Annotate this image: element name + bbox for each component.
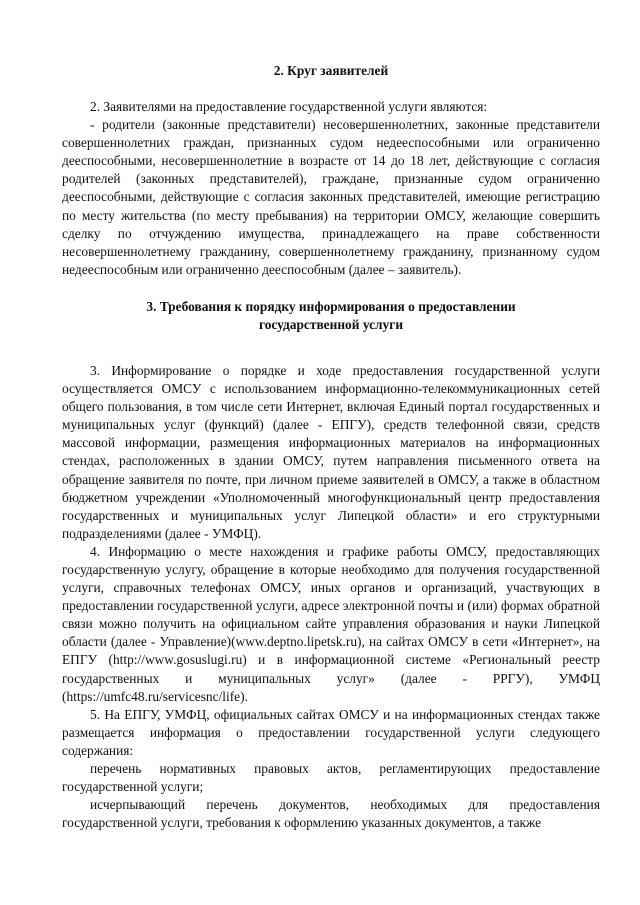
section-2-heading: 2. Круг заявителей: [273, 63, 389, 78]
paragraph-5: 5. На ЕПГУ, УМФЦ, официальных сайтах ОМСУ и на информационных стендах также размещается информация о предоставлении государственной услуги следующего содержания:: [62, 706, 600, 758]
paragraph-legal-acts: перечень нормативных правовых актов, регламентирующих предоставление государственной услуги;: [62, 761, 600, 795]
paragraph-2-intro: 2. Заявителями на предоставление государственной услуги являются:: [90, 99, 488, 114]
paragraph-4: 4. Информацию о месте нахождения и графике работы ОМСУ, предоставляющих государственную услугу, обращение в которые необходимо для получения государственной услуги, справочных телефонах ОМСУ, иных органов и организаций, участвующих в предоставлении государственной услуги, адресе электронной почты и (или) формах обратной связи можно получить на официальном сайте управления образования и науки Липецкой области (далее - Управление)(www.deptno.lipetsk.ru), на сайтах ОМСУ в сети «Интернет», на ЕПГУ (http://www.gosuslugi.ru) и в информационной системе «Региональный реестр государственных и муниципальных услуг» (далее - РРГУ), УМФЦ (https://umfc48.ru/servicesnc/life).: [62, 543, 600, 704]
paragraph-documents-list: исчерпывающий перечень документов, необходимых для предоставления государственной услуги, требования к оформлению указанных документов, а также: [62, 797, 600, 831]
paragraph-3: 3. Информирование о порядке и ходе предоставления государственной услуги осуществляется ОМСУ с использованием информационно-телекоммуникационных сетей общего пользования, в том числе сети Интернет, включая Единый портал государственных и муниципальных услуг (функций) (далее - ЕПГУ), средств телефонной связи, средств массовой информации, размещения информационных материалов на информационных стендах, расположенных в здании ОМСУ, путем направления письменного ответа на обращение заявителя по почте, при личном приеме заявителей в ОМСУ, а также в областном бюджетном учреждении «Уполномоченный многофункциональный центр предоставления государственных и муниципальных услуг Липецкой области» и его структурными подразделениями (далее - УМФЦ).: [62, 362, 600, 541]
section-3-heading: 3. Требования к порядку информирования о предоставлении государственной услуги: [146, 298, 516, 332]
paragraph-applicants-list: - родители (законные представители) несовершеннолетних, законные представители совершеннолетних граждан, признанных судом недееспособными или ограниченно дееспособными, несовершеннолетние в возрасте от 14 до 18 лет, действующие с согласия родителей (законных представителей), граждане, признанные судом ограниченно дееспособными, действующие с согласия законных представителей, имеющие регистрацию по месту жительства (по месту пребывания) на территории ОМСУ, желающие совершить сделку по отчуждению имущества, принадлежащего на праве собственности несовершеннолетнему гражданину, совершеннолетнему гражданину, признанному судом недееспособным или ограниченно дееспособным (далее – заявитель).: [62, 117, 600, 277]
